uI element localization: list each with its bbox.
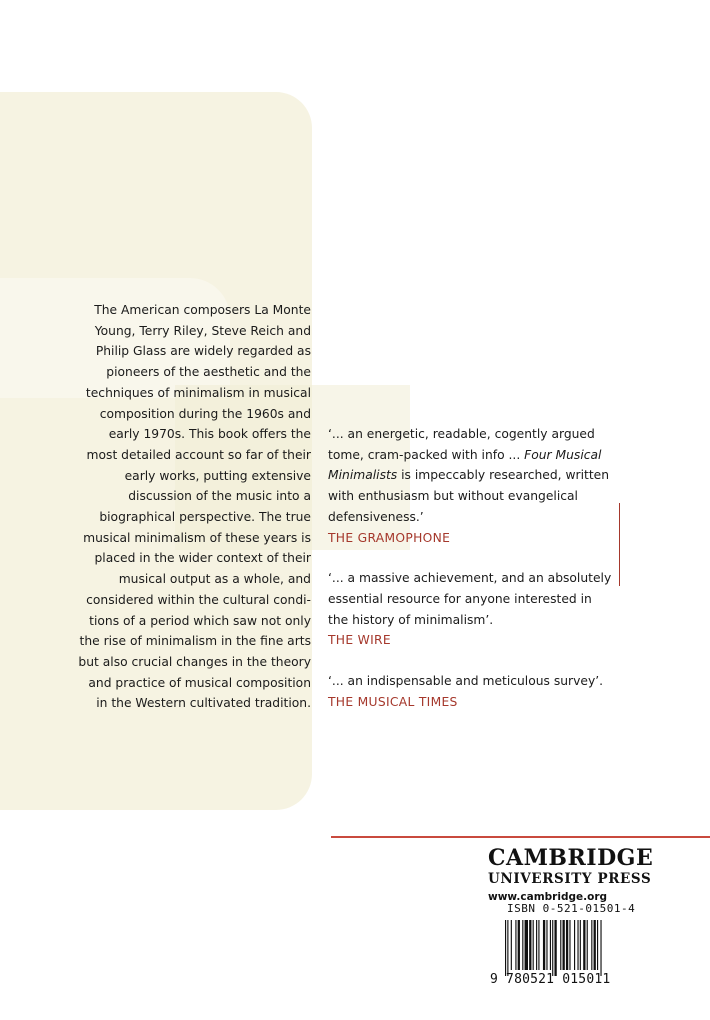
description-line: early works, putting extensive: [124, 468, 311, 483]
publisher-logo: [488, 845, 658, 906]
description-line: most detailed account so far of their: [86, 447, 311, 462]
description-line: considered within the cultural condi-: [86, 592, 311, 607]
description-line: techniques of minimalism in musical: [85, 385, 311, 400]
description-line: composition during the 1960s and: [99, 406, 311, 421]
quote-line: with enthusiasm but without evangelical: [328, 489, 578, 504]
quote-line: the history of minimalism’.: [328, 612, 494, 627]
quote-line: ‘... an indispensable and meticulous survey’.: [328, 674, 604, 689]
book-description: [78, 300, 311, 714]
description-line: Young, Terry Riley, Steve Reich and: [94, 323, 311, 338]
description-line: but also crucial changes in the theory: [78, 654, 311, 669]
accent-vertical-rule: [619, 503, 620, 586]
review-source: THE GRAMOPHONE: [328, 530, 451, 545]
publisher-subtitle: UNIVERSITY PRESS: [488, 871, 652, 887]
description-line: The American composers La Monte: [94, 303, 311, 317]
description-line: musical minimalism of these years is: [83, 530, 311, 545]
accent-horizontal-rule: [331, 836, 710, 838]
isbn-label: ISBN 0-521-01501-4: [507, 902, 636, 915]
barcode-digits: 9 780521 015011: [490, 972, 611, 987]
description-line: placed in the wider context of their: [94, 551, 311, 566]
quote-line: defensiveness.’: [328, 509, 424, 524]
review-musical-times: [328, 671, 618, 712]
book-title-italic: Minimalists: [328, 468, 398, 483]
description-line: the rise of minimalism in the fine arts: [79, 634, 311, 649]
publisher-name: CAMBRIDGE: [488, 845, 654, 871]
quote-line: ‘... a massive achievement, and an absolutely: [328, 571, 612, 586]
description-line: biographical perspective. The true: [99, 510, 311, 525]
description-line: in the Western cultivated tradition.: [96, 696, 311, 711]
description-line: musical output as a whole, and: [118, 572, 311, 587]
description-line: early 1970s. This book offers the: [108, 427, 311, 442]
description-line: and practice of musical composition: [88, 675, 311, 690]
barcode-icon: [505, 920, 637, 976]
quote-line: ‘... an energetic, readable, cogently argued: [328, 427, 595, 441]
quote-line: essential resource for anyone interested in: [328, 591, 592, 606]
review-gramophone: [328, 424, 618, 548]
description-line: discussion of the music into a: [128, 489, 311, 504]
review-source: THE WIRE: [328, 633, 391, 648]
review-quotes: [328, 424, 618, 732]
quote-line: tome, cram-packed with info ... Four Musical: [328, 447, 602, 462]
description-line: Philip Glass are widely regarded as: [95, 344, 311, 359]
description-line: tions of a period which saw not only: [89, 613, 311, 628]
publisher-website: www.cambridge.org: [488, 891, 608, 903]
review-source: THE MUSICAL TIMES: [328, 694, 458, 709]
quote-line: Minimalists is impeccably researched, written: [328, 468, 610, 483]
review-wire: [328, 568, 618, 651]
book-title-italic: Four Musical: [524, 447, 602, 462]
description-line: pioneers of the aesthetic and the: [106, 365, 311, 380]
